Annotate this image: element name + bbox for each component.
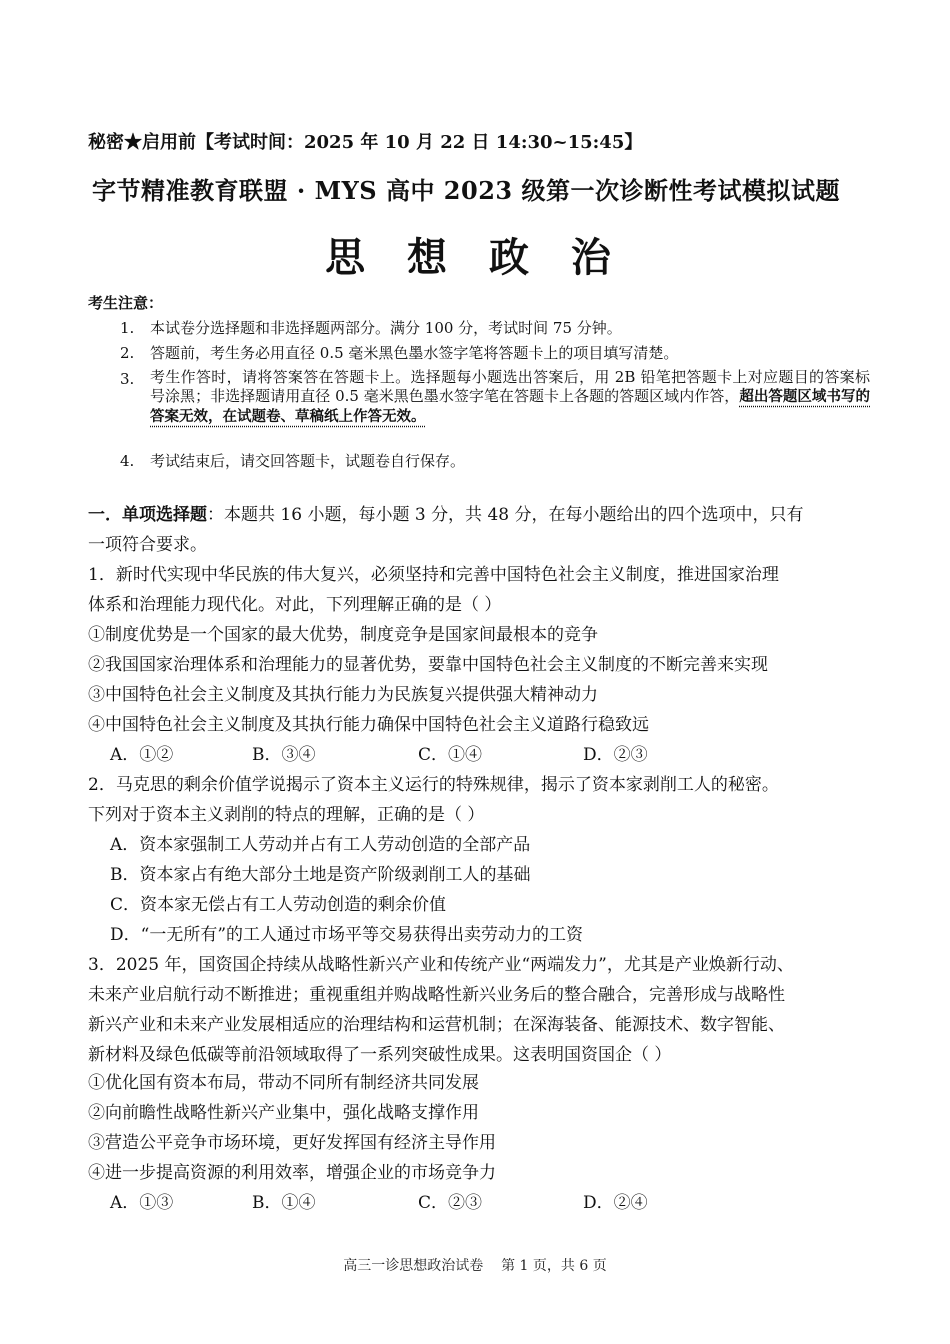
choice-d: D．“一无所有”的工人通过市场平等交易获得出卖劳动力的工资	[110, 925, 584, 945]
exam-title: 字节精准教育联盟 · MYS 高中 2023 级第一次诊断性考试模拟试题	[92, 176, 840, 205]
statement: ①优化国有资本布局，带动不同所有制经济共同发展	[88, 1073, 479, 1093]
question-stem: 下列对于资本主义剥削的特点的理解，正确的是（ ）	[88, 805, 485, 825]
section-heading: 一．单项选择题	[88, 505, 207, 525]
option-c: C．②③	[418, 1193, 483, 1213]
option-a: A．①③	[110, 1193, 174, 1213]
subject-title: 思 想 政 治	[325, 235, 625, 281]
option-c: C．①④	[418, 745, 483, 765]
note-number: 1.	[120, 319, 135, 337]
statement: ②我国国家治理体系和治理能力的显著优势，要靠中国特色社会主义制度的不断完善来实现	[88, 655, 768, 675]
statement: ①制度优势是一个国家的最大优势，制度竞争是国家间最根本的竞争	[88, 625, 598, 645]
option-b: B．③④	[252, 745, 316, 765]
choice-c: C．资本家无偿占有工人劳动创造的剩余价值	[110, 895, 447, 915]
note-text: 答题前，考生务必用直径 0.5 毫米黑色墨水签字笔将答题卡上的项目填写清楚。	[150, 344, 679, 362]
confidential-header: 秘密★启用前【考试时间：2025 年 10 月 22 日 14:30~15:45】	[88, 132, 643, 153]
question-stem: 3．2025 年，国资国企持续从战略性新兴产业和传统产业“两端发力”，尤其是产业焕新行动、	[88, 955, 794, 975]
section-heading-line	[88, 500, 804, 525]
note-emphasis: 超出答题区域书写的答案无效，在试题卷、草稿纸上作答无效。	[150, 389, 870, 425]
statement: ④中国特色社会主义制度及其执行能力确保中国特色社会主义道路行稳致远	[88, 715, 649, 735]
question-stem: 未来产业启航行动不断推进；重视重组并购战略性新兴业务后的整合融合，完善形成与战略性	[88, 985, 785, 1005]
note-number: 2.	[120, 344, 135, 362]
question-stem: 1．新时代实现中华民族的伟大复兴，必须坚持和完善中国特色社会主义制度，推进国家治理	[88, 565, 779, 585]
statement: ④进一步提高资源的利用效率，增强企业的市场竞争力	[88, 1163, 496, 1183]
note-text: 本试卷分选择题和非选择题两部分。满分 100 分，考试时间 75 分钟。	[150, 319, 622, 337]
option-d: D．②③	[583, 745, 648, 765]
option-b: B．①④	[252, 1193, 316, 1213]
statement: ②向前瞻性战略性新兴产业集中，强化战略支撑作用	[88, 1103, 479, 1123]
section-desc-cont: 一项符合要求。	[88, 535, 207, 555]
statement: ③中国特色社会主义制度及其执行能力为民族复兴提供强大精神动力	[88, 685, 598, 705]
statement: ③营造公平竞争市场环境，更好发挥国有经济主导作用	[88, 1133, 496, 1153]
question-stem: 新兴产业和未来产业发展相适应的治理结构和运营机制；在深海装备、能源技术、数字智能、	[88, 1015, 785, 1035]
choice-a: A．资本家强制工人劳动并占有工人劳动创造的全部产品	[110, 835, 531, 855]
question-stem: 新材料及绿色低碳等前沿领域取得了一系列突破性成果。这表明国资国企（ ）	[88, 1045, 672, 1065]
note-number: 4.	[120, 452, 135, 470]
option-a: A．①②	[110, 745, 174, 765]
note-text: 考试结束后，请交回答题卡，试题卷自行保存。	[150, 452, 466, 470]
page-footer: 高三一诊思想政治试卷 第 1 页，共 6 页	[343, 1258, 607, 1274]
note-text-body: 考生作答时，请将答案答在答题卡上。选择题每小题选出答案后，用 2B 铅笔把答题卡上对应题目的答案标号涂黑；非选择题请用直径 0.5 毫米黑色墨水签字笔在答题卡上各题的答题区域内作答，	[150, 368, 870, 405]
note-number: 3.	[120, 370, 135, 388]
question-stem: 2．马克思的剩余价值学说揭示了资本主义运行的特殊规律，揭示了资本家剥削工人的秘密。	[88, 775, 779, 795]
choice-b: B．资本家占有绝大部分土地是资产阶级剥削工人的基础	[110, 865, 531, 885]
question-stem: 体系和治理能力现代化。对此，下列理解正确的是（ ）	[88, 595, 502, 615]
section-desc: ：本题共 16 小题，每小题 3 分，共 48 分，在每小题给出的四个选项中，只有	[207, 505, 804, 525]
notes-heading: 考生注意：	[88, 294, 164, 312]
option-d: D．②④	[583, 1193, 648, 1213]
note-text	[150, 368, 870, 427]
